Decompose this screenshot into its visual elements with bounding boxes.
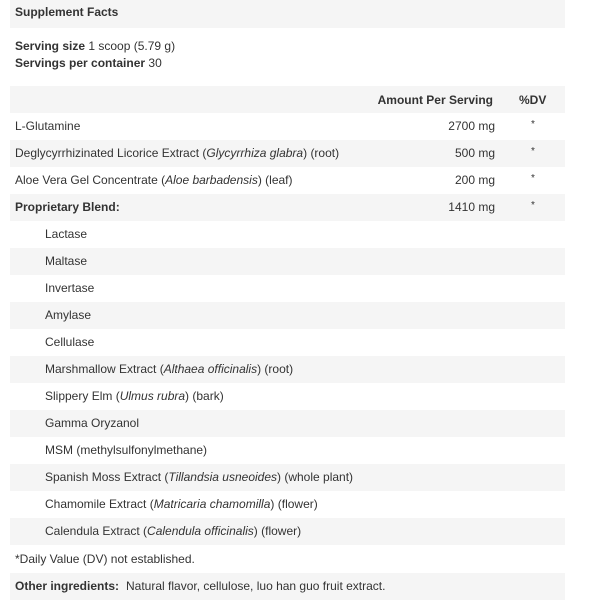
ingredient-daily-value: * xyxy=(531,119,535,130)
ingredient-name xyxy=(45,221,87,248)
serving-size-label: Serving size xyxy=(15,39,86,53)
ingredient-row xyxy=(10,383,565,410)
ingredient-name-part: MSM (methylsulfonylmethane) xyxy=(45,443,208,457)
ingredient-name xyxy=(45,464,353,491)
serving-size-line xyxy=(15,38,175,55)
ingredient-amount: 200 mg xyxy=(454,173,495,187)
ingredient-row xyxy=(10,248,565,275)
ingredient-name xyxy=(15,113,80,140)
ingredient-latin-name: Ulmus rubra xyxy=(119,389,186,403)
ingredient-name xyxy=(15,194,120,221)
ingredient-name-part: Invertase xyxy=(45,281,95,295)
ingredient-name-part: Marshmallow Extract ( xyxy=(45,362,164,376)
table-header xyxy=(10,86,565,113)
servings-label: Servings per container xyxy=(15,56,146,70)
serving-info xyxy=(15,38,175,72)
ingredient-name-part: Cellulase xyxy=(45,335,95,349)
ingredient-row xyxy=(10,221,565,248)
ingredient-name xyxy=(15,167,293,194)
ingredient-row xyxy=(10,518,565,545)
ingredient-name-part: ) (flower) xyxy=(270,497,318,511)
ingredient-name xyxy=(45,248,87,275)
ingredient-name-part: Spanish Moss Extract ( xyxy=(45,470,169,484)
daily-value-header: %DV xyxy=(519,93,547,107)
ingredient-row xyxy=(10,491,565,518)
servings-value: 30 xyxy=(148,56,162,70)
ingredient-amount: 1410 mg xyxy=(448,200,495,214)
ingredient-name-part: Proprietary Blend: xyxy=(15,200,120,214)
footnote: *Daily Value (DV) not established. xyxy=(15,552,195,566)
ingredient-row xyxy=(10,356,565,383)
serving-size-value: 1 scoop (5.79 g) xyxy=(88,39,176,53)
amount-per-serving-header: Amount Per Serving xyxy=(377,93,493,107)
ingredient-name xyxy=(45,437,207,464)
ingredient-name-part: Gamma Oryzanol xyxy=(45,416,140,430)
ingredient-name-part: L-Glutamine xyxy=(15,119,81,133)
ingredient-name xyxy=(45,518,301,545)
ingredient-row xyxy=(10,140,565,167)
ingredient-name-part: ) (bark) xyxy=(185,389,224,403)
ingredient-name-part: ) (flower) xyxy=(253,524,302,538)
ingredient-name-part: Chamomile Extract ( xyxy=(45,497,154,511)
ingredient-latin-name: Tillandsia usneoides xyxy=(168,470,278,484)
ingredient-name-part: Slippery Elm ( xyxy=(45,389,120,403)
panel-title: Supplement Facts xyxy=(10,0,565,28)
ingredient-name xyxy=(45,275,94,302)
ingredient-amount: 500 mg xyxy=(454,146,495,160)
ingredient-name-part: ) (whole plant) xyxy=(277,470,354,484)
ingredient-row xyxy=(10,302,565,329)
ingredient-name xyxy=(45,302,91,329)
other-ingredients-label: Other ingredients: xyxy=(15,579,120,593)
ingredient-daily-value: * xyxy=(531,173,535,184)
ingredient-latin-name: Calendula officinalis xyxy=(147,524,254,538)
ingredient-name xyxy=(45,383,224,410)
ingredient-row xyxy=(10,410,565,437)
ingredient-name xyxy=(45,329,94,356)
other-ingredients-row xyxy=(10,573,565,600)
ingredient-name-part: Maltase xyxy=(45,254,88,268)
ingredient-row xyxy=(10,437,565,464)
ingredient-daily-value: * xyxy=(531,146,535,157)
ingredient-name-part: ) (leaf) xyxy=(257,173,293,187)
ingredient-daily-value: * xyxy=(531,200,535,211)
ingredient-name xyxy=(15,140,339,167)
ingredient-amount: 2700 mg xyxy=(448,119,495,133)
ingredient-latin-name: Matricaria chamomilla xyxy=(153,497,271,511)
ingredient-table xyxy=(10,113,565,545)
ingredient-name xyxy=(45,410,139,437)
footnote-row xyxy=(10,546,565,573)
ingredient-name-part: Calendula Extract ( xyxy=(45,524,148,538)
ingredient-row xyxy=(10,194,565,221)
ingredient-latin-name: Glycyrrhiza glabra xyxy=(206,146,304,160)
ingredient-row xyxy=(10,329,565,356)
servings-per-container-line xyxy=(15,55,175,72)
ingredient-row xyxy=(10,167,565,194)
other-ingredients-value: Natural flavor, cellulose, luo han guo fruit extract. xyxy=(126,579,386,593)
ingredient-name-part: Amylase xyxy=(45,308,92,322)
ingredient-name-part: Lactase xyxy=(45,227,88,241)
ingredient-latin-name: Althaea officinalis xyxy=(163,362,258,376)
ingredient-latin-name: Aloe barbadensis xyxy=(165,173,258,187)
ingredient-name-part: ) (root) xyxy=(303,146,340,160)
ingredient-name-part: ) (root) xyxy=(257,362,294,376)
ingredient-name-part: Deglycyrrhizinated Licorice Extract ( xyxy=(15,146,207,160)
ingredient-row xyxy=(10,113,565,140)
ingredient-name xyxy=(45,356,293,383)
ingredient-name xyxy=(45,491,318,518)
ingredient-row xyxy=(10,464,565,491)
ingredient-name-part: Aloe Vera Gel Concentrate ( xyxy=(15,173,166,187)
ingredient-row xyxy=(10,275,565,302)
